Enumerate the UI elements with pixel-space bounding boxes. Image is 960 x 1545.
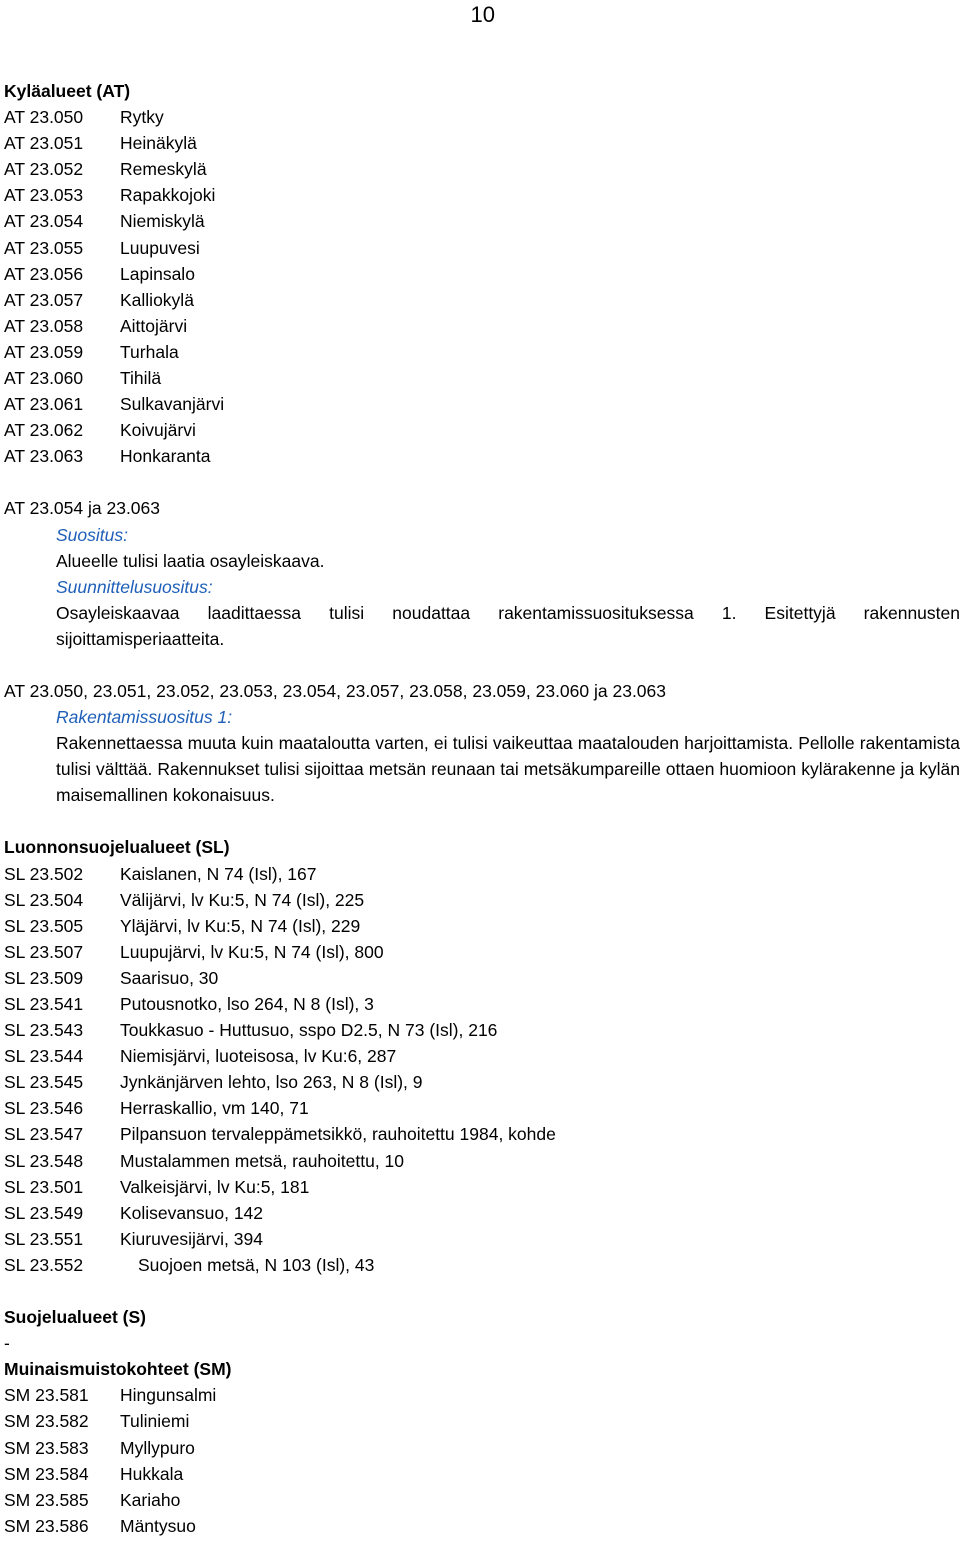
item-code: AT 23.054 <box>4 211 84 232</box>
list-item <box>4 339 960 365</box>
list-item <box>4 365 960 391</box>
list-item <box>4 182 960 208</box>
item-name: Hingunsalmi <box>120 1385 217 1406</box>
suunnittelusuositus-text-line2: sijoittamisperiaatteita. <box>56 628 225 649</box>
s-heading: Suojelualueet (S) <box>4 1307 146 1328</box>
item-code: SL 23.501 <box>4 1176 84 1197</box>
item-name: Niemiskylä <box>120 211 205 232</box>
item-name: Luupujärvi, lv Ku:5, N 74 (Isl), 800 <box>120 941 384 962</box>
item-code: SL 23.507 <box>4 941 84 962</box>
item-name: Putousnotko, lso 264, N 8 (Isl), 3 <box>120 994 374 1014</box>
item-code: SM 23.586 <box>4 1515 89 1536</box>
item-name: Herraskallio, vm 140, 71 <box>120 1098 309 1119</box>
list-item <box>4 130 960 156</box>
document-body <box>4 78 960 1539</box>
list-item <box>4 1382 960 1408</box>
item-code: AT 23.058 <box>4 315 84 336</box>
list-item <box>4 208 960 234</box>
item-code: SL 23.541 <box>4 994 84 1014</box>
page-number: 10 <box>470 2 495 27</box>
item-name: Luupuvesi <box>120 237 200 258</box>
item-code: SL 23.551 <box>4 1228 84 1249</box>
list-item <box>4 991 960 1017</box>
item-name: Honkaranta <box>120 446 211 467</box>
list-item <box>4 1513 960 1539</box>
item-code: SL 23.548 <box>4 1150 84 1171</box>
item-code: AT 23.062 <box>4 420 84 441</box>
list-item <box>4 1200 960 1226</box>
suunnittelusuositus-label: Suunnittelusuositus: <box>56 576 213 597</box>
list-item <box>4 1043 960 1069</box>
list-item <box>4 1148 960 1174</box>
sl-heading: Luonnonsuojelualueet (SL) <box>4 837 230 858</box>
at-rec1-heading: AT 23.054 ja 23.063 <box>4 498 161 519</box>
item-code: SM 23.581 <box>4 1385 89 1406</box>
rakentamissuositus-label: Rakentamissuositus 1: <box>56 707 233 728</box>
item-code: SM 23.584 <box>4 1463 89 1484</box>
suunnittelusuositus-text-line1: Osayleiskaavaa laadittaessa tulisi noudattaa rakentamissuosituksessa 1. Esitettyjä rakennusten <box>56 602 960 623</box>
list-item <box>4 1069 960 1095</box>
item-name: Kalliokylä <box>120 289 194 310</box>
item-code: SL 23.502 <box>4 863 84 884</box>
item-name: Koivujärvi <box>120 420 196 441</box>
list-item <box>4 443 960 469</box>
item-name: Hukkala <box>120 1463 184 1484</box>
item-name: Toukkasuo - Huttusuo, sspo D2.5, N 73 (Isl), 216 <box>120 1020 498 1041</box>
list-item <box>4 861 960 887</box>
s-content: - <box>4 1333 10 1354</box>
item-code: AT 23.057 <box>4 289 84 310</box>
item-code: SL 23.547 <box>4 1124 84 1145</box>
item-code: SL 23.544 <box>4 1046 84 1067</box>
item-name: Myllypuro <box>120 1437 195 1458</box>
item-code: AT 23.052 <box>4 159 84 180</box>
item-name: Pilpansuon tervaleppämetsikkö, rauhoitettu 1984, kohde <box>120 1124 556 1145</box>
item-code: AT 23.056 <box>4 263 84 284</box>
item-code: AT 23.059 <box>4 341 84 362</box>
list-item <box>4 417 960 443</box>
item-name: Saarisuo, 30 <box>120 967 219 988</box>
item-name: Rytky <box>120 107 164 128</box>
item-code: AT 23.061 <box>4 394 84 415</box>
at-rec2-heading: AT 23.050, 23.051, 23.052, 23.053, 23.054, 23.057, 23.058, 23.059, 23.060 ja 23.063 <box>4 680 667 701</box>
item-code: AT 23.051 <box>4 133 84 154</box>
list-item <box>4 156 960 182</box>
item-name: Kariaho <box>120 1489 181 1510</box>
list-item <box>4 1017 960 1043</box>
list-item <box>4 391 960 417</box>
item-code: AT 23.053 <box>4 185 84 206</box>
item-name: Tihilä <box>120 368 162 389</box>
list-item <box>4 1408 960 1434</box>
item-name: Jynkänjärven lehto, lso 263, N 8 (Isl), 9 <box>120 1072 423 1093</box>
item-name: Kolisevansuo, 142 <box>120 1202 264 1223</box>
item-code: SL 23.505 <box>4 915 84 936</box>
list-item <box>4 1121 960 1147</box>
item-name: Mustalammen metsä, rauhoitettu, 10 <box>120 1150 405 1171</box>
item-name: Remeskylä <box>120 159 207 180</box>
at-heading: Kyläalueet (AT) <box>4 81 131 101</box>
item-code: SM 23.583 <box>4 1437 89 1458</box>
item-name: Lapinsalo <box>120 263 195 284</box>
item-name: Niemisjärvi, luoteisosa, lv Ku:6, 287 <box>120 1046 397 1067</box>
at-list <box>4 104 960 469</box>
list-item <box>4 235 960 261</box>
list-item <box>4 1252 960 1278</box>
list-item <box>4 913 960 939</box>
item-code: AT 23.060 <box>4 368 84 389</box>
sm-heading: Muinaismuistokohteet (SM) <box>4 1359 232 1380</box>
item-code: SL 23.509 <box>4 967 84 988</box>
item-name: Yläjärvi, lv Ku:5, N 74 (Isl), 229 <box>120 915 361 936</box>
item-name: Sulkavanjärvi <box>120 394 225 415</box>
item-name: Kaislanen, N 74 (Isl), 167 <box>120 863 317 884</box>
sm-list <box>4 1382 960 1539</box>
item-name: Välijärvi, lv Ku:5, N 74 (Isl), 225 <box>120 889 365 910</box>
item-code: AT 23.063 <box>4 446 84 467</box>
list-item <box>4 1487 960 1513</box>
item-name: Aittojärvi <box>120 315 188 336</box>
item-code: SL 23.552 <box>4 1254 84 1275</box>
item-name: Rapakkojoki <box>120 185 216 206</box>
list-item <box>4 104 960 130</box>
item-name: Kiuruvesijärvi, 394 <box>120 1228 263 1249</box>
item-code: SL 23.549 <box>4 1202 84 1223</box>
list-item <box>4 1461 960 1487</box>
item-code: SM 23.582 <box>4 1411 89 1432</box>
item-code: SL 23.546 <box>4 1098 84 1119</box>
list-item <box>4 965 960 991</box>
item-code: SL 23.543 <box>4 1020 84 1041</box>
item-code: SM 23.585 <box>4 1489 89 1510</box>
list-item <box>4 1435 960 1461</box>
rakentamissuositus-text: Rakennettaessa muuta kuin maataloutta varten, ei tulisi vaikeuttaa maatalouden harjoittamista. Pellolle rakentamista tulisi välttää. Rakennukset tulisi sijoittaa metsän reunaan tai metsäkumpareille ottaen huomioon kylärakenne ja kylän maisemallinen kokonaisuus. <box>56 733 960 806</box>
item-name: Suojoen metsä, N 103 (Isl), 43 <box>138 1254 375 1275</box>
list-item <box>4 1095 960 1121</box>
item-name: Heinäkylä <box>120 133 197 154</box>
item-name: Valkeisjärvi, lv Ku:5, 181 <box>120 1176 310 1197</box>
list-item <box>4 1226 960 1252</box>
list-item <box>4 287 960 313</box>
list-item <box>4 887 960 913</box>
item-code: AT 23.055 <box>4 237 84 258</box>
list-item <box>4 313 960 339</box>
item-code: SL 23.545 <box>4 1072 84 1093</box>
item-name: Mäntysuo <box>120 1515 196 1536</box>
item-code: AT 23.050 <box>4 107 84 128</box>
item-name: Tuliniemi <box>120 1411 190 1432</box>
list-item <box>4 261 960 287</box>
suositus-text: Alueelle tulisi laatia osayleiskaava. <box>56 550 325 571</box>
item-name: Turhala <box>120 341 179 362</box>
list-item <box>4 1174 960 1200</box>
list-item <box>4 939 960 965</box>
suositus-label: Suositus: <box>56 524 128 545</box>
sl-list <box>4 861 960 1252</box>
item-code: SL 23.504 <box>4 889 84 910</box>
